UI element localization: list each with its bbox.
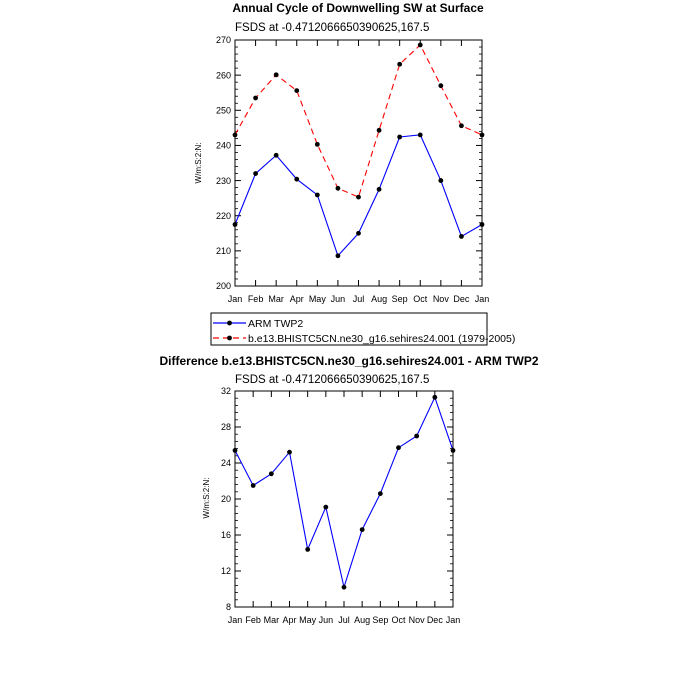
chart2-series-line-0 (235, 397, 453, 587)
chart1-series-1-point (294, 88, 299, 93)
chart2-ytick-label: 12 (220, 566, 231, 577)
chart1-series-0-point (274, 153, 279, 158)
chart2-ytick-label: 8 (225, 602, 231, 613)
chart1-series-0-point (397, 135, 402, 140)
chart2-ytick-label: 24 (220, 458, 231, 469)
chart1-ytick-label: 220 (215, 210, 231, 221)
chart2-series-0-point (251, 483, 256, 488)
chart2-xtick-label: Jun (318, 615, 334, 625)
chart1-series-0-point (315, 193, 320, 198)
chart1-ytick-label: 270 (215, 35, 231, 46)
chart1-series-0-point (294, 177, 299, 182)
chart2-subtitle: FSDS at -0.4712066650390625,167.5 (235, 374, 430, 386)
chart1-series-line-1 (235, 45, 482, 197)
chart1-series-1-point (336, 186, 341, 191)
chart1-series-1-point (438, 83, 443, 88)
chart2-xtick-label: Sep (372, 615, 389, 625)
chart1-series-1-point (253, 96, 258, 101)
chart2-xtick-label: Mar (263, 615, 280, 625)
chart2-frame (235, 391, 453, 607)
chart1-xtick-label: Jan (227, 294, 243, 304)
chart1-xtick-label: Jul (352, 294, 365, 304)
chart1-series-1-point (356, 195, 361, 200)
chart2-ytick-label: 16 (220, 530, 231, 541)
chart1-xtick-label: May (308, 294, 326, 304)
chart1-xtick-label: Mar (268, 294, 284, 304)
chart1-series-0-point (377, 187, 382, 192)
chart1-series-1-point (377, 128, 382, 133)
chart1-plot-area (235, 40, 482, 286)
chart2-xtick-label: Nov (408, 615, 425, 625)
legend-label-model: b.e13.BHISTC5CN.ne30_g16.sehires24.001 (1979-2005) (248, 333, 516, 345)
chart2-ytick-label: 28 (220, 422, 231, 433)
chart1-series-1-point (418, 43, 423, 48)
chart1-xtick-label: Apr (289, 294, 304, 304)
chart2-ytick-label: 32 (220, 386, 231, 397)
chart2-xtick-label: Jul (338, 615, 350, 625)
legend-label-arm: ARM TWP2 (248, 318, 304, 330)
chart1-series-1-point (274, 72, 279, 77)
chart1-xtick-label: Nov (432, 294, 449, 304)
chart1-title: Annual Cycle of Downwelling SW at Surface (232, 1, 484, 15)
chart1-xtick-label: Dec (453, 294, 470, 304)
chart1-ytick-label: 200 (215, 281, 231, 292)
chart1-ytick-label: 210 (215, 246, 231, 257)
chart2-xtick-label: Oct (391, 615, 406, 625)
chart2-series-0-point (305, 547, 310, 552)
chart2-title: Difference b.e13.BHISTC5CN.ne30_g16.sehires24.001 - ARM TWP2 (159, 354, 539, 368)
chart1-xtick-label: Jan (474, 294, 490, 304)
chart2-xtick-label: May (299, 615, 317, 625)
chart1-ytick-label: 250 (215, 105, 231, 116)
chart2-series-0-point (396, 445, 401, 450)
chart1-xtick-label: Oct (413, 294, 428, 304)
chart2-series-0-point (323, 505, 328, 510)
chart2-series-0-point (360, 527, 365, 532)
chart1-series-1-point (233, 132, 238, 137)
chart1-ytick-label: 260 (215, 70, 231, 81)
chart1-series-0-point (438, 178, 443, 183)
chart2-series-0-point (378, 491, 383, 496)
chart1-series-1-point (315, 142, 320, 147)
chart2-plot-area (235, 391, 453, 607)
chart1-series-1-point (397, 62, 402, 67)
chart2-series-0-point (342, 585, 347, 590)
chart2-series-0-point (432, 395, 437, 400)
chart1-ylabel: W/m:S:2:N: (194, 142, 203, 184)
chart2-series-0-point (414, 434, 419, 439)
chart1-series-0-point (459, 234, 464, 239)
chart2-xtick-label: Jan (445, 615, 461, 625)
chart1-xtick-label: Sep (391, 294, 408, 304)
chart1-subtitle: FSDS at -0.4712066650390625,167.5 (235, 22, 430, 34)
chart1-xtick-label: Feb (247, 294, 264, 304)
chart2-series (233, 395, 456, 590)
chart1-xtick-label: Jun (330, 294, 346, 304)
chart2-xtick-label: Dec (426, 615, 443, 625)
chart2-series-0-point (451, 448, 456, 453)
chart2-xtick-label: Feb (245, 615, 261, 625)
chart1-series-0-point (336, 253, 341, 258)
chart2-ytick-label: 20 (220, 494, 231, 505)
chart2-xtick-label: Aug (354, 615, 371, 625)
legend-marker-arm (227, 321, 232, 326)
chart1-series (233, 43, 485, 259)
chart2-ylabel: W/m:S:2:N: (202, 477, 211, 519)
chart1-series-0-point (356, 231, 361, 236)
chart1-series-0-point (418, 132, 423, 137)
chart1-series-0-point (253, 171, 258, 176)
chart1-series-1-point (480, 132, 485, 137)
chart2-series-0-point (269, 471, 274, 476)
chart1-series-0-point (233, 222, 238, 227)
chart1-series-0-point (480, 222, 485, 227)
chart1-ytick-label: 240 (215, 140, 231, 151)
chart1-frame (235, 40, 482, 286)
chart1-xtick-label: Aug (371, 294, 388, 304)
legend-marker-model (227, 336, 232, 341)
chart1-series-1-point (459, 123, 464, 128)
chart2-xtick-label: Apr (282, 615, 297, 625)
chart2-series-0-point (233, 448, 238, 453)
chart1-axes (216, 35, 489, 304)
chart2-xtick-label: Jan (227, 615, 243, 625)
chart1-ytick-label: 230 (215, 175, 231, 186)
chart2-series-0-point (287, 450, 292, 455)
chart2-axes (221, 386, 460, 625)
